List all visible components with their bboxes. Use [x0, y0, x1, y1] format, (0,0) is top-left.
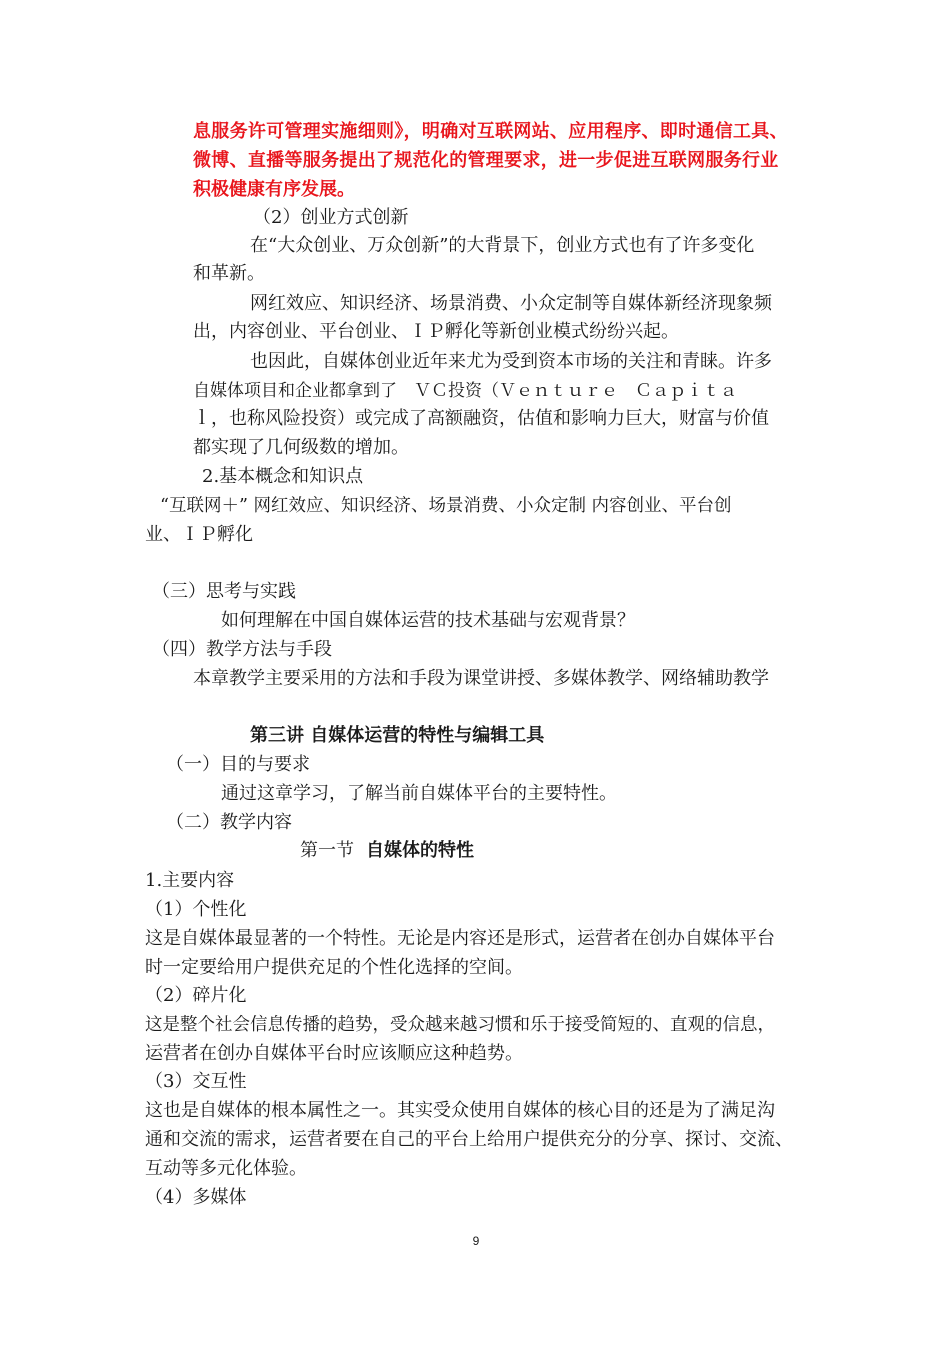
text-line: 自媒体项目和企业都拿到了 ＶＣ投资（Ｖｅｎｔｕｒｅ Ｃａｐｉｔａ: [193, 381, 737, 401]
subheading: （1）个性化: [145, 899, 247, 920]
text-line: 通和交流的需求，运营者要在自己的平台上给用户提供充分的分享、探讨、交流、: [145, 1129, 793, 1150]
text-line: 运营者在创办自媒体平台时应该顺应这种趋势。: [145, 1043, 523, 1064]
text-line: 网红效应、知识经济、场景消费、小众定制等自媒体新经济现象频: [250, 293, 772, 314]
text-line: 积极健康有序发展。: [193, 179, 355, 200]
text-line: 也因此，自媒体创业近年来尤为受到资本市场的关注和青睐。许多: [250, 351, 772, 372]
text-line: 都实现了几何级数的增加。: [193, 437, 409, 458]
text-line: 本章教学主要采用的方法和手段为课堂讲授、多媒体教学、网络辅助教学: [193, 668, 769, 689]
section-heading: （一）目的与要求: [166, 754, 310, 775]
subheading: 1.主要内容: [145, 870, 235, 891]
text-line: 业、ＩＰ孵化: [145, 524, 253, 545]
subheading: 2.基本概念和知识点: [202, 466, 364, 487]
text-line: 在“大众创业、万众创新”的大背景下，创业方式也有了许多变化: [250, 235, 755, 256]
text-line: 微博、直播等服务提出了规范化的管理要求，进一步促进互联网服务行业: [193, 150, 779, 171]
text-line: 这是整个社会信息传播的趋势，受众越来越习惯和乐于接受简短的、直观的信息，: [145, 1015, 775, 1035]
subheading: （4）多媒体: [145, 1187, 247, 1208]
text-line: 互动等多元化体验。: [145, 1158, 307, 1179]
text-line: 和革新。: [193, 263, 265, 284]
subheading: （2）碎片化: [145, 985, 247, 1006]
section-title: 自媒体的特性: [366, 840, 474, 861]
text-line: 如何理解在中国自媒体运营的技术基础与宏观背景？: [221, 610, 635, 631]
text-line: 时一定要给用户提供充足的个性化选择的空间。: [145, 957, 523, 978]
text-line: 出，内容创业、平台创业、ＩＰ孵化等新创业模式纷纷兴起。: [193, 321, 679, 342]
text-line: “互联网＋” 网红效应、知识经济、场景消费、小众定制 内容创业、平台创: [160, 496, 732, 516]
lecture-title: 第三讲 自媒体运营的特性与编辑工具: [250, 725, 545, 746]
text-line: 息服务许可管理实施细则》，明确对互联网站、应用程序、即时通信工具、: [193, 121, 788, 142]
section-heading: （三）思考与实践: [152, 581, 296, 602]
page-number: 9: [472, 1234, 480, 1248]
section-heading: （四）教学方法与手段: [152, 639, 332, 660]
subheading: （3）交互性: [145, 1071, 247, 1092]
text-line: ｌ，也称风险投资）或完成了高额融资，估值和影响力巨大，财富与价值: [193, 408, 769, 429]
subheading: （2）创业方式创新: [253, 207, 409, 228]
text-line: 通过这章学习，了解当前自媒体平台的主要特性。: [221, 783, 617, 804]
text-line: 这也是自媒体的根本属性之一。其实受众使用自媒体的核心目的还是为了满足沟: [145, 1100, 775, 1121]
section-number: 第一节: [300, 840, 354, 861]
section-heading: （二）教学内容: [166, 812, 292, 833]
text-line: 这是自媒体最显著的一个特性。无论是内容还是形式，运营者在创办自媒体平台: [145, 928, 775, 949]
